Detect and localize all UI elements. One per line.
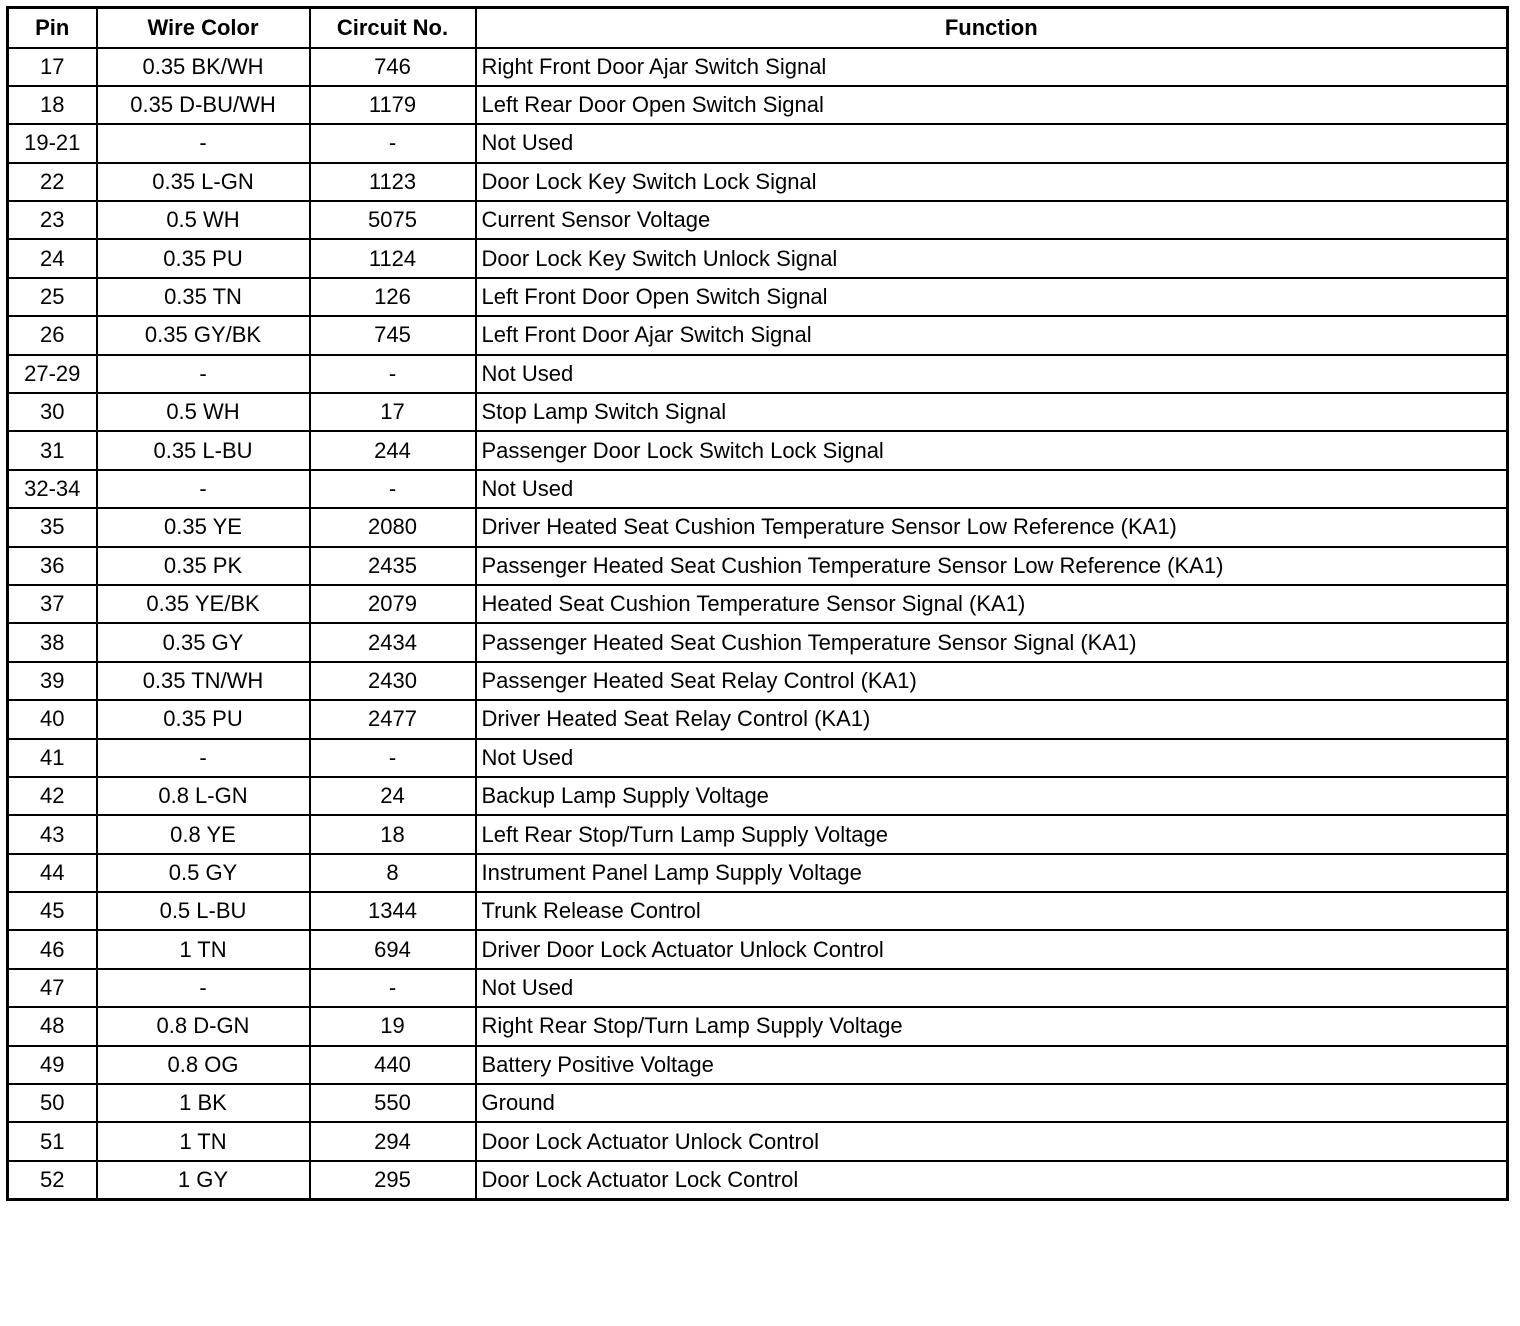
cell-function: Ground [476,1084,1508,1122]
cell-pin: 17 [8,48,97,86]
cell-pin: 36 [8,547,97,585]
cell-function: Passenger Door Lock Switch Lock Signal [476,431,1508,469]
cell-wire-color: - [97,739,310,777]
cell-function: Not Used [476,969,1508,1007]
cell-wire-color: 0.35 TN/WH [97,662,310,700]
cell-circuit-no: 126 [310,278,476,316]
cell-function: Driver Door Lock Actuator Unlock Control [476,930,1508,968]
cell-wire-color: 0.8 YE [97,815,310,853]
cell-pin: 46 [8,930,97,968]
cell-function: Door Lock Actuator Unlock Control [476,1122,1508,1160]
table-row [8,585,1508,623]
cell-wire-color: 1 GY [97,1161,310,1199]
table-row [8,86,1508,124]
cell-pin: 51 [8,1122,97,1160]
table-row [8,777,1508,815]
cell-wire-color: 0.35 YE/BK [97,585,310,623]
table-row [8,355,1508,393]
cell-circuit-no: 2079 [310,585,476,623]
cell-function: Left Front Door Open Switch Signal [476,278,1508,316]
connector-pinout-table [6,6,1509,1201]
cell-function: Door Lock Actuator Lock Control [476,1161,1508,1199]
cell-circuit-no: 2080 [310,508,476,546]
cell-circuit-no: - [310,739,476,777]
cell-pin: 23 [8,201,97,239]
cell-wire-color: 1 TN [97,930,310,968]
table-row [8,1084,1508,1122]
table-body [8,48,1508,1200]
table-row [8,1161,1508,1199]
cell-function: Stop Lamp Switch Signal [476,393,1508,431]
cell-circuit-no: 746 [310,48,476,86]
cell-circuit-no: 440 [310,1046,476,1084]
cell-function: Heated Seat Cushion Temperature Sensor Signal (KA1) [476,585,1508,623]
cell-function: Not Used [476,470,1508,508]
cell-wire-color: 0.35 GY/BK [97,316,310,354]
cell-circuit-no: 2435 [310,547,476,585]
cell-circuit-no: 1123 [310,163,476,201]
table-row [8,547,1508,585]
table-row [8,278,1508,316]
header-pin: Pin [8,8,97,48]
table-row [8,662,1508,700]
table-row [8,815,1508,853]
cell-circuit-no: - [310,124,476,162]
table-row [8,163,1508,201]
cell-pin: 19-21 [8,124,97,162]
cell-circuit-no: 2430 [310,662,476,700]
table-row [8,623,1508,661]
cell-wire-color: 0.35 L-GN [97,163,310,201]
cell-circuit-no: 24 [310,777,476,815]
cell-pin: 43 [8,815,97,853]
table-row [8,930,1508,968]
cell-pin: 42 [8,777,97,815]
cell-wire-color: 0.35 PU [97,239,310,277]
cell-circuit-no: 294 [310,1122,476,1160]
table-header-row [8,8,1508,48]
table-row [8,969,1508,1007]
table-row [8,470,1508,508]
cell-circuit-no: - [310,969,476,1007]
cell-pin: 22 [8,163,97,201]
table-row [8,1007,1508,1045]
cell-pin: 37 [8,585,97,623]
cell-function: Battery Positive Voltage [476,1046,1508,1084]
cell-circuit-no: 694 [310,930,476,968]
cell-pin: 26 [8,316,97,354]
cell-circuit-no: 1179 [310,86,476,124]
cell-circuit-no: 1124 [310,239,476,277]
cell-wire-color: 1 TN [97,1122,310,1160]
cell-wire-color: 0.35 D-BU/WH [97,86,310,124]
cell-function: Passenger Heated Seat Relay Control (KA1) [476,662,1508,700]
cell-function: Passenger Heated Seat Cushion Temperature Sensor Signal (KA1) [476,623,1508,661]
cell-function: Door Lock Key Switch Unlock Signal [476,239,1508,277]
table-row [8,508,1508,546]
table-row [8,431,1508,469]
cell-circuit-no: 8 [310,854,476,892]
cell-function: Left Rear Door Open Switch Signal [476,86,1508,124]
cell-wire-color: - [97,470,310,508]
header-wire-color: Wire Color [97,8,310,48]
cell-pin: 49 [8,1046,97,1084]
cell-function: Door Lock Key Switch Lock Signal [476,163,1508,201]
cell-pin: 38 [8,623,97,661]
cell-pin: 32-34 [8,470,97,508]
cell-wire-color: 0.35 L-BU [97,431,310,469]
table-row [8,201,1508,239]
cell-function: Trunk Release Control [476,892,1508,930]
cell-circuit-no: 745 [310,316,476,354]
cell-function: Left Front Door Ajar Switch Signal [476,316,1508,354]
cell-wire-color: - [97,124,310,162]
cell-wire-color: 0.5 WH [97,393,310,431]
table-row [8,239,1508,277]
table-row [8,316,1508,354]
cell-pin: 47 [8,969,97,1007]
cell-function: Current Sensor Voltage [476,201,1508,239]
table-row [8,854,1508,892]
cell-pin: 44 [8,854,97,892]
cell-wire-color: 0.8 D-GN [97,1007,310,1045]
cell-function: Right Front Door Ajar Switch Signal [476,48,1508,86]
cell-function: Passenger Heated Seat Cushion Temperature Sensor Low Reference (KA1) [476,547,1508,585]
cell-pin: 35 [8,508,97,546]
cell-function: Left Rear Stop/Turn Lamp Supply Voltage [476,815,1508,853]
cell-pin: 45 [8,892,97,930]
cell-pin: 39 [8,662,97,700]
cell-pin: 27-29 [8,355,97,393]
cell-pin: 25 [8,278,97,316]
cell-circuit-no: 295 [310,1161,476,1199]
cell-pin: 40 [8,700,97,738]
cell-wire-color: 0.35 TN [97,278,310,316]
cell-circuit-no: 19 [310,1007,476,1045]
cell-wire-color: 0.5 L-BU [97,892,310,930]
cell-function: Right Rear Stop/Turn Lamp Supply Voltage [476,1007,1508,1045]
table-row [8,1046,1508,1084]
cell-function: Not Used [476,124,1508,162]
cell-wire-color: 0.35 GY [97,623,310,661]
cell-circuit-no: 550 [310,1084,476,1122]
cell-pin: 18 [8,86,97,124]
cell-function: Not Used [476,355,1508,393]
cell-wire-color: 0.35 YE [97,508,310,546]
cell-wire-color: 0.35 PK [97,547,310,585]
cell-wire-color: - [97,355,310,393]
header-function: Function [476,8,1508,48]
cell-circuit-no: 5075 [310,201,476,239]
cell-circuit-no: 1344 [310,892,476,930]
cell-wire-color: 0.5 WH [97,201,310,239]
header-circuit-no: Circuit No. [310,8,476,48]
cell-function: Backup Lamp Supply Voltage [476,777,1508,815]
cell-wire-color: 0.5 GY [97,854,310,892]
cell-function: Driver Heated Seat Cushion Temperature Sensor Low Reference (KA1) [476,508,1508,546]
cell-circuit-no: 17 [310,393,476,431]
cell-circuit-no: - [310,470,476,508]
cell-circuit-no: 2477 [310,700,476,738]
table-row [8,700,1508,738]
cell-pin: 24 [8,239,97,277]
cell-function: Driver Heated Seat Relay Control (KA1) [476,700,1508,738]
cell-wire-color: 1 BK [97,1084,310,1122]
cell-wire-color: 0.35 PU [97,700,310,738]
table-row [8,48,1508,86]
cell-function: Instrument Panel Lamp Supply Voltage [476,854,1508,892]
cell-wire-color: - [97,969,310,1007]
table-row [8,393,1508,431]
cell-pin: 30 [8,393,97,431]
cell-pin: 50 [8,1084,97,1122]
cell-pin: 48 [8,1007,97,1045]
cell-circuit-no: 2434 [310,623,476,661]
cell-circuit-no: 244 [310,431,476,469]
cell-wire-color: 0.8 L-GN [97,777,310,815]
table-row [8,739,1508,777]
cell-pin: 52 [8,1161,97,1199]
cell-pin: 41 [8,739,97,777]
cell-wire-color: 0.35 BK/WH [97,48,310,86]
table-row [8,1122,1508,1160]
cell-function: Not Used [476,739,1508,777]
cell-wire-color: 0.8 OG [97,1046,310,1084]
cell-circuit-no: 18 [310,815,476,853]
cell-pin: 31 [8,431,97,469]
table-row [8,124,1508,162]
table-row [8,892,1508,930]
cell-circuit-no: - [310,355,476,393]
